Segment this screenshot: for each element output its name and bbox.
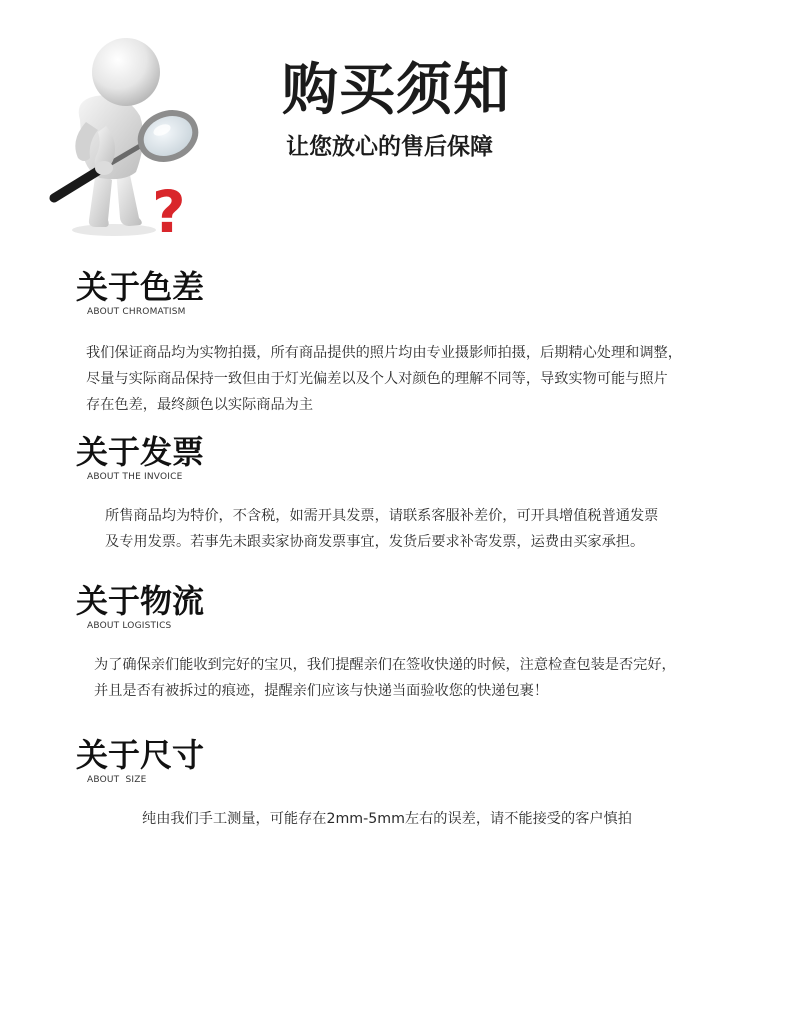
section-text-line: 并且是否有被拆过的痕迹，提醒亲们应该与快递当面验收您的快递包裹！: [94, 683, 549, 699]
question-mark-icon: ?: [152, 178, 186, 245]
section-size: [76, 736, 766, 832]
section-title: 关于色差: [76, 268, 205, 306]
page-title: 购买须知: [282, 58, 510, 123]
section-text-line: 为了确保亲们能收到完好的宝贝，我们提醒亲们在签收快递的时候，注意检查包装是否完好，: [94, 657, 676, 673]
section-subtitle: ABOUT THE INVOICE: [87, 472, 183, 482]
section-title: 关于发票: [76, 433, 205, 471]
section-title: 关于物流: [76, 582, 205, 620]
section-chromatism: [76, 268, 766, 418]
section-body: [86, 340, 766, 418]
section-body: [94, 652, 766, 704]
section-title: 关于尺寸: [76, 736, 205, 774]
section-text-line: 所售商品均为特价，不含税，如需开具发票，请联系客服补差价，可开具增值税普通发票: [105, 508, 659, 524]
section-text-line: 纯由我们手工测量，可能存在2mm-5mm左右的误差，请不能接受的客户慎拍: [142, 811, 632, 827]
section-body: [105, 503, 766, 555]
section-subtitle: ABOUT CHROMATISM: [87, 307, 186, 317]
section-body: [142, 806, 766, 832]
section-text-line: 我们保证商品均为实物拍摄，所有商品提供的照片均由专业摄影师拍摄，后期精心处理和调整，: [86, 345, 682, 361]
magnifier-figure-icon: [44, 30, 214, 245]
section-text-line: 存在色差，最终颜色以实际商品为主: [86, 397, 314, 413]
page-subtitle: 让您放心的售后保障: [286, 134, 493, 160]
section-text-line: 及专用发票。若事先未跟卖家协商发票事宜，发货后要求补寄发票，运费由买家承担。: [105, 534, 645, 550]
section-subtitle: ABOUT LOGISTICS: [87, 621, 172, 631]
section-invoice: [76, 433, 766, 555]
section-subtitle: ABOUT SIZE: [87, 775, 147, 785]
section-text-line: 尽量与实际商品保持一致但由于灯光偏差以及个人对颜色的理解不同等，导致实物可能与照片: [86, 371, 668, 387]
section-logistics: [76, 582, 766, 704]
